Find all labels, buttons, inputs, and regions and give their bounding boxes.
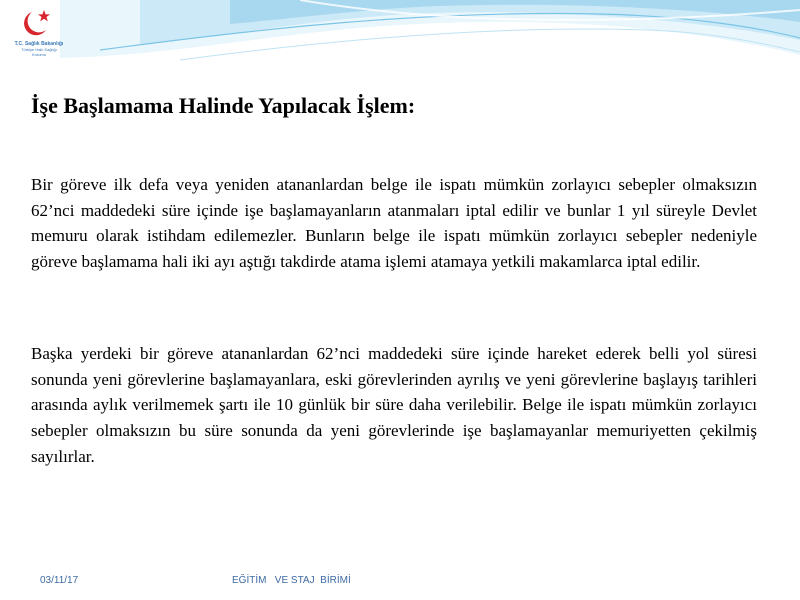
logo-sub-line: Türkiye Halk Sağlığı	[21, 47, 57, 52]
slide-title: İşe Başlamama Halinde Yapılacak İşlem:	[31, 93, 416, 118]
header-wave-decoration	[0, 0, 800, 75]
body-paragraph-2: Başka yerdeki bir göreve atananlardan 62’nci maddedeki süre içinde hareket ederek belli yol süresi sonunda yeni görevlerine başlamayanlara, eski görevlerinden ayrılış ve yeni görevlerine başlayış tarihleri arasında aylık verilmemek şartı ile 10 günlük bir süre daha verilebilir. Belge ile ispatı mümkün zorlayıcı sebepler olmaksızın bu süre sonunda da yeni görevlerinde işe başlamayanlar memuriyetten çekilmiş sayılırlar.	[31, 344, 757, 466]
star-icon	[38, 10, 50, 21]
logo-sub-line: Kurumu	[31, 52, 46, 57]
footer-date: 03/11/17	[40, 575, 79, 586]
body-paragraph-1: Bir göreve ilk defa veya yeniden atananlardan belge ile ispatı mümkün zorlayıcı sebepler olmaksızın 62’nci maddedeki süre içinde işe başlamayanların atanmaları iptal edilir ve bunlar 1 yıl süreyle Devlet memuru olarak istihdam edilemezler. Bunların belge ile ispatı mümkün zorlayıcı sebepler nedeniyle göreve başlamama hali iki ayı aştığı takdirde atama işlemi atamaya yetkili makamlarca iptal edilir.	[31, 175, 757, 272]
logo-caption	[6, 42, 72, 57]
footer-department: EĞİTİM VE STAJ BİRİMİ	[232, 575, 351, 586]
logo-org-name: T.C. Sağlık Bakanlığı	[14, 41, 64, 47]
